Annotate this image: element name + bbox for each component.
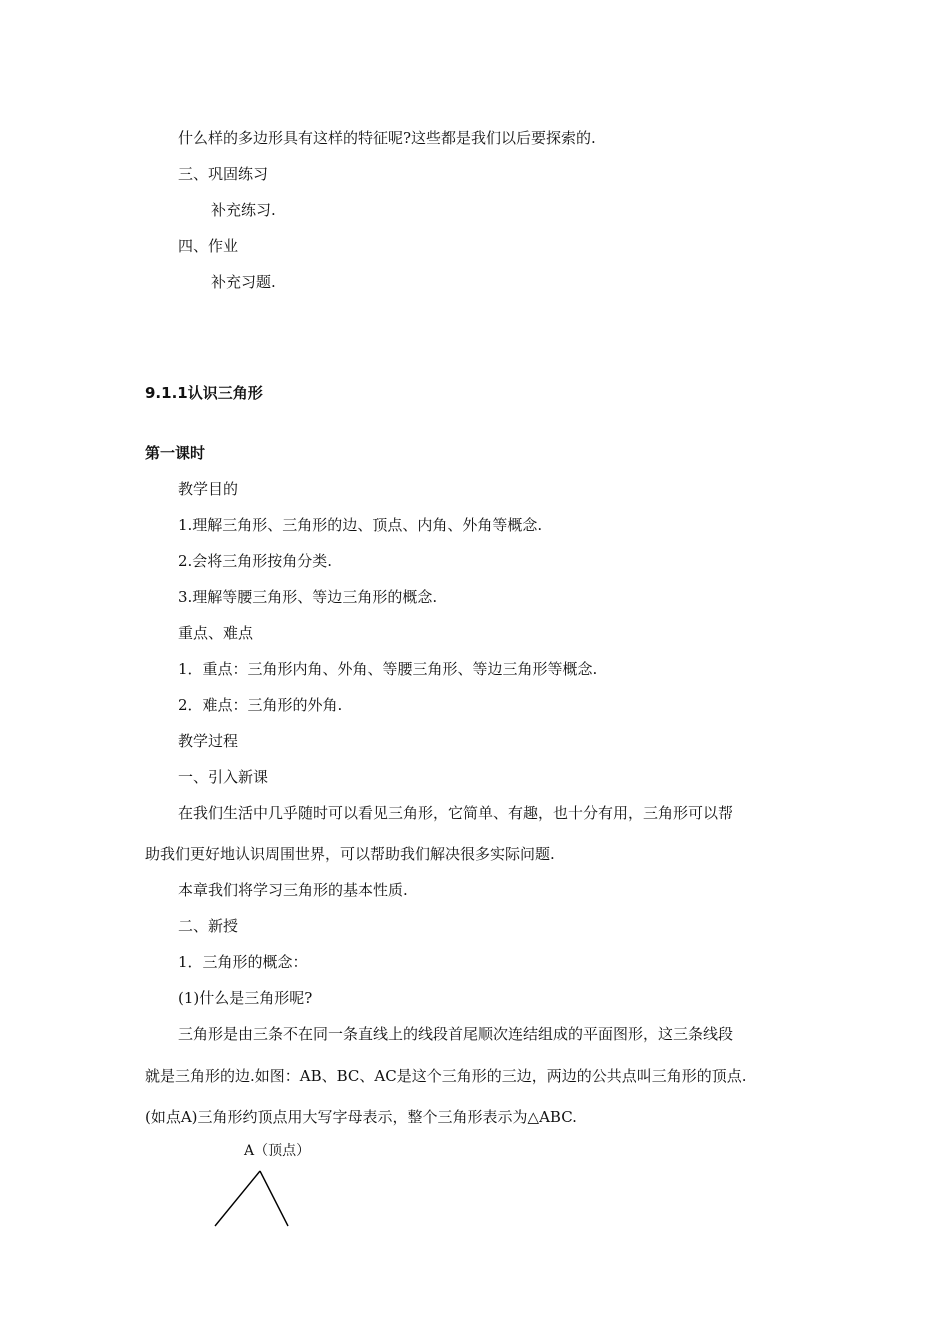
- vertex-label: A（顶点）: [244, 1143, 311, 1159]
- concept-heading: 1．三角形的概念：: [178, 953, 308, 971]
- triangle-side-ab: [215, 1171, 260, 1226]
- lesson-title: 第一课时: [145, 444, 206, 462]
- triangle-figure: [210, 1164, 300, 1228]
- part2-heading: 二、新授: [178, 917, 239, 935]
- section-title: 9.1.1认识三角形: [145, 384, 263, 402]
- triangle-side-ac: [260, 1171, 288, 1226]
- homework-item: 补充习题.: [211, 273, 276, 291]
- homework-heading: 四、作业: [178, 237, 239, 255]
- definition-line-3: (如点A)三角形约顶点用大写字母表示，整个三角形表示为△ABC.: [145, 1108, 577, 1126]
- practice-item: 补充练习.: [211, 201, 276, 219]
- definition-line-2: 就是三角形的边.如图：AB、BC、AC是这个三角形的三边，两边的公共点叫三角形的顶点.: [145, 1067, 747, 1085]
- objective-item-2: 2.会将三角形按角分类.: [178, 552, 333, 570]
- process-heading: 教学过程: [178, 732, 239, 750]
- part1-paragraph-line-1: 在我们生活中几乎随时可以看见三角形，它简单、有趣，也十分有用，三角形可以帮: [178, 804, 734, 822]
- objective-item-3: 3.理解等腰三角形、等边三角形的概念.: [178, 588, 438, 606]
- definition-line-1: 三角形是由三条不在同一条直线上的线段首尾顺次连结组成的平面图形，这三条线段: [178, 1025, 734, 1043]
- part1-heading: 一、引入新课: [178, 768, 269, 786]
- part1-paragraph-2: 本章我们将学习三角形的基本性质.: [178, 881, 408, 899]
- objective-item-1: 1.理解三角形、三角形的边、顶点、内角、外角等概念.: [178, 516, 543, 534]
- key-point-item-1: 1．重点：三角形内角、外角、等腰三角形、等边三角形等概念.: [178, 660, 598, 678]
- intro-line-1: 什么样的多边形具有这样的特征呢?这些都是我们以后要探索的.: [178, 129, 596, 147]
- part1-paragraph-line-2: 助我们更好地认识周围世界，可以帮助我们解决很多实际问题.: [145, 845, 555, 863]
- key-points-heading: 重点、难点: [178, 624, 254, 642]
- practice-heading: 三、巩固练习: [178, 165, 269, 183]
- objectives-heading: 教学目的: [178, 480, 239, 498]
- key-point-item-2: 2．难点：三角形的外角.: [178, 696, 343, 714]
- question: (1)什么是三角形呢?: [178, 989, 313, 1007]
